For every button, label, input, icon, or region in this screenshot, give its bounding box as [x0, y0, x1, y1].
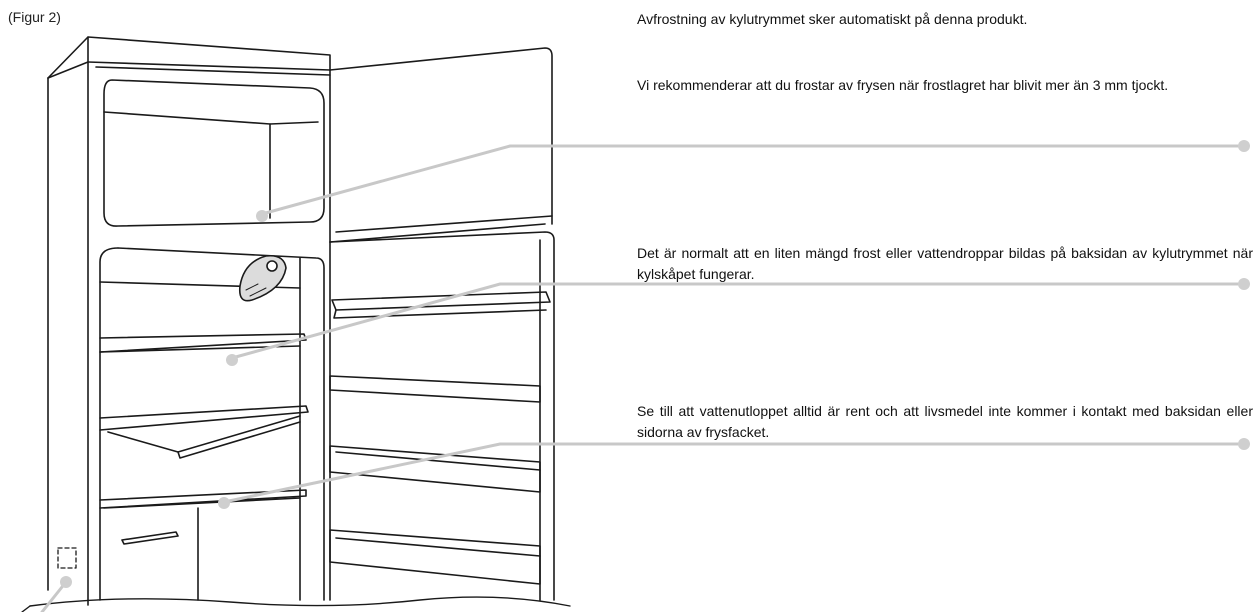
fridge-cabinet	[48, 37, 330, 605]
fridge-compartment	[100, 248, 324, 600]
note-auto-defrost: Avfrostning av kylutrymmet sker automatiskt på denna produkt.	[637, 11, 1028, 27]
crisper-cover	[100, 490, 306, 600]
drain-outlet-marker	[58, 548, 76, 568]
light-fixture-icon	[240, 256, 286, 301]
leader-line-2	[232, 284, 1244, 358]
door-balcony-2	[330, 376, 540, 402]
door-balcony-4	[330, 530, 540, 584]
door-balcony-1	[332, 292, 550, 318]
leader-dot-4-start	[60, 576, 72, 588]
fridge-door	[330, 48, 554, 600]
leader-line-3	[224, 444, 1244, 502]
leader-dot-2-start	[226, 354, 238, 366]
leader-dot-3-start	[218, 497, 230, 509]
door-balcony-3	[330, 446, 540, 492]
note-drain-outlet: Se till att vattenutloppet alltid är rent och att livsmedel inte kommer i kontakt med baksidan eller sidorna av frysfacket.	[637, 403, 1253, 440]
shelf-middle	[100, 406, 308, 458]
leader-dot-1-end	[1238, 140, 1250, 152]
leader-line-1	[262, 146, 1244, 214]
freezer-compartment	[104, 80, 324, 226]
shelf-upper	[100, 334, 306, 352]
note-freezer-defrost: Vi rekommenderar att du frostar av frysen när frostlagret har blivit mer än 3 mm tjockt.	[637, 77, 1169, 93]
leader-dot-1-start	[256, 210, 268, 222]
figure-label: (Figur 2)	[8, 9, 61, 25]
note-frost-droplets: Det är normalt att en liten mängd frost eller vattendroppar bildas på baksidan av kylutrymmet när kylskåpet fungerar.	[637, 245, 1253, 282]
